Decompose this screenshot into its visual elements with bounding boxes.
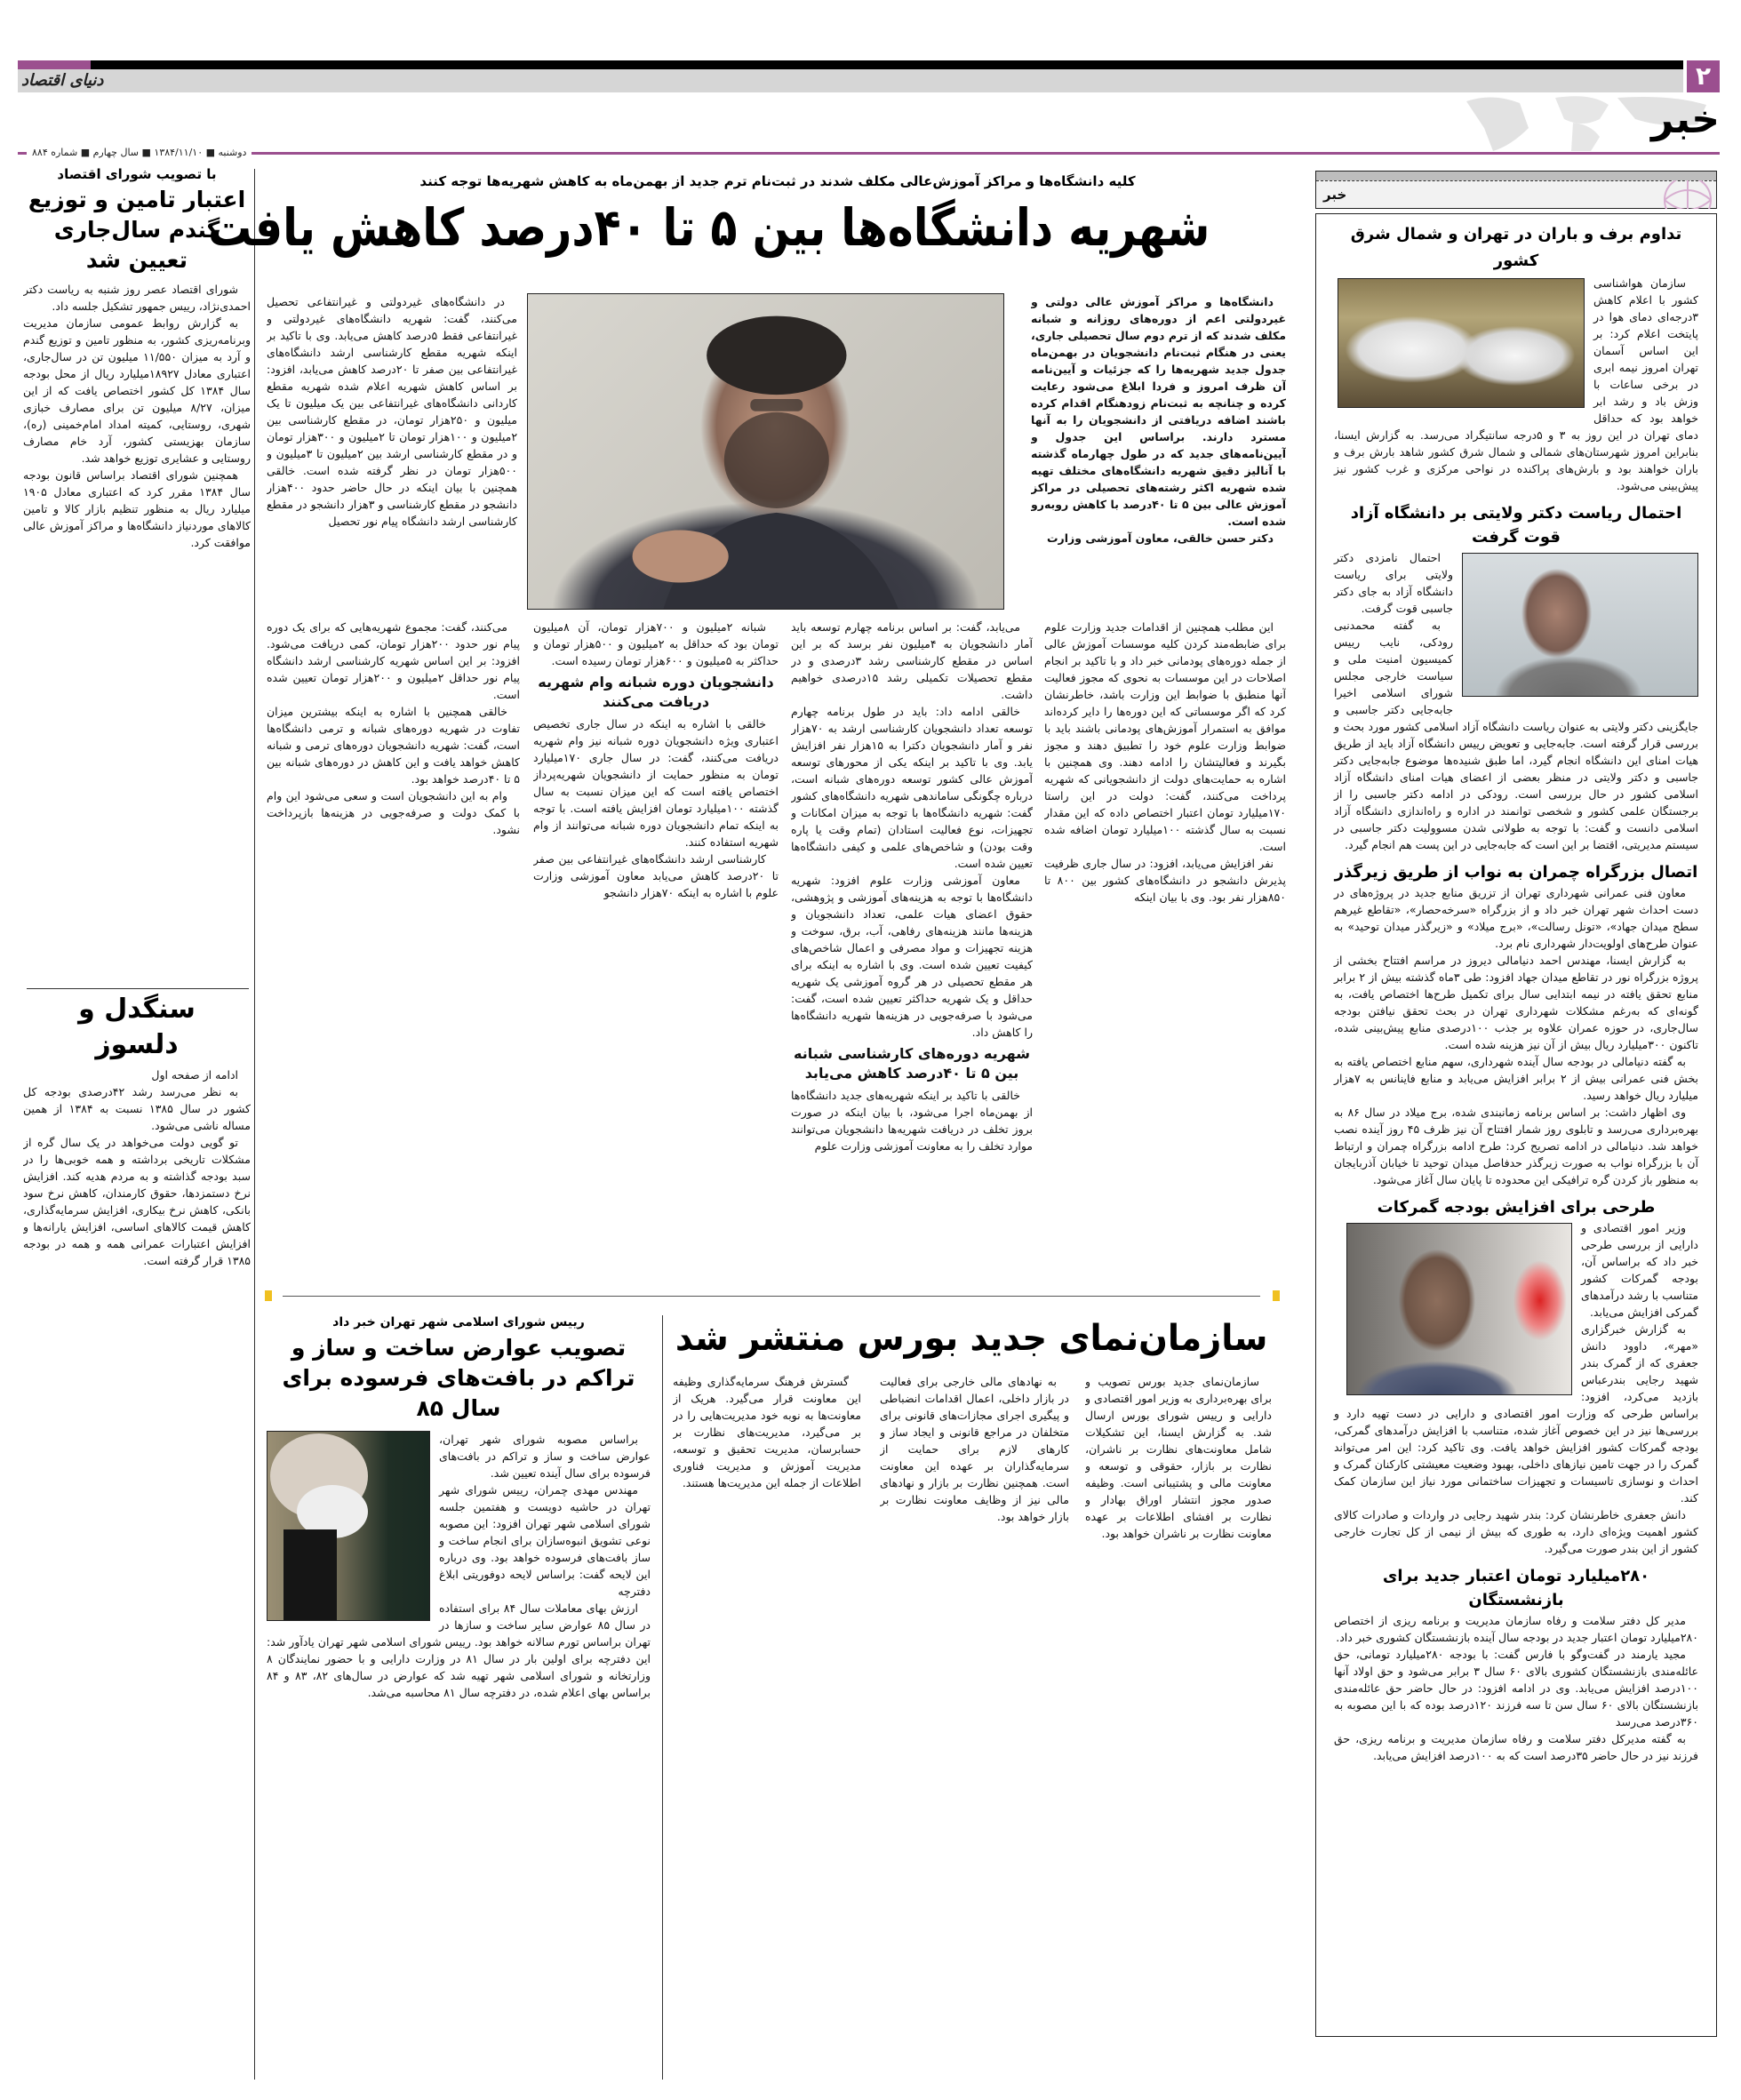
left-story-body	[23, 281, 251, 551]
paragraph: به نظر می‌رسد رشد ۴۲درصدی بودجه کل کشور در سال ۱۳۸۵ نسبت به ۱۳۸۴ از همین مساله ناشی می‌شود.	[23, 1085, 251, 1132]
column-divider	[254, 169, 255, 2080]
sidebar-header	[1315, 171, 1717, 209]
paragraph: سازمان هواشناسی کشور با اعلام کاهش ۳درجه‌ای دمای هوا در پایتخت اعلام کرد: بر این اساس آسمان تهران امروز نیمه ابری در برخی ساعات با وزش باد و رشد ابر خواهد بود که حداقل دمای تهران در این روز به ۳ و ۵درجه سانتیگراد می‌رسد. به گزارش ایسنا، بنابراین امروز شهرستان‌های شمالی و شمال شرق کشور شاهد بارش برف و باران خواهند بود و بارش‌های پراکنده در نواحی مرکزی و غرب کشور نیز پیش‌بینی می‌شود.	[1334, 276, 1698, 492]
paragraph: خالقی همچنین با اشاره به اینکه بیشترین میزان تفاوت در شهریه دوره‌های شبانه و ترمی دانشگاه‌ها است، گفت: شهریه دانشجویان دوره‌های ترمی و شبانه کاهش خواهد یافت و این کاهش در دوره‌های شبانه بین ۵ تا ۴۰درصد خواهد بود.	[267, 705, 520, 786]
left-story-2-body	[23, 1066, 251, 1269]
paragraph: کارشناسی ارشد دانشگاه‌های غیرانتفاعی بین صفر تا ۲۰درصد کاهش می‌یابد معاون آموزشی وزارت علوم با اشاره به اینکه ۷۰هزار دانشجو	[533, 852, 779, 899]
paragraph: دانشگاه‌ها و مراکز آموزش عالی دولتی و غیردولتی اعم از دوره‌های روزانه و شبانه مکلف شدند که از ترم دوم سال تحصیلی جاری، یعنی در هنگام ثبت‌نام دانشجویان در بهمن‌ماه جدول جدید شهریه‌ها را که جزئیات و آیین‌نامه آن ظرف امروز و فردا ابلاغ می‌شود رعایت کرده و چنانچه به ثبت‌نام زودهنگام اقدام کرده باشند اضافه دریافتی از دانشجویان را به آنها مسترد دارند. براساس این جدول و آیین‌نامه‌های جدید که در طول چهارماه گذشته با آنالیز دقیق شهریه دانشگاه‌های مختلف تهیه شده شهریه اکثر رشته‌های تحصیلی در مراکز آموزش عالی بین ۵ تا ۴۰درصد با کاهش روبه‌رو شده است.	[1031, 295, 1286, 528]
lead-tail	[1031, 530, 1286, 547]
dateline: دوشنبه ■ ۱۳۸۴/۱۱/۱۰ ■ سال چهارم ■ شماره ۸۸۴	[27, 145, 252, 161]
paragraph: به نهادهای مالی خارجی برای فعالیت در بازار داخلی، اعمال اقدامات انضباطی و پیگیری اجرای مجازات‌های قانونی برای متخلفان در مراجع قانونی و ایجاد ساز و کارهای لازم برای حمایت از سرمایه‌گذاران بر عهده این معاونت است. همچنین نظارت بر بازار و نهادهای مالی نیز از وظایف معاونت نظارت بر بازار خواهد بود.	[880, 1375, 1069, 1523]
velayati-photo	[1462, 553, 1698, 697]
section-marker	[1273, 1290, 1280, 1301]
paragraph: سازمان‌نمای جدید بورس تصویب و برای بهره‌برداری به وزیر امور اقتصادی و دارایی و رییس شورای بورس ارسال شد. به گزارش ایسنا، این تشکیلات شامل معاونت‌های نظارت بر ناشران، نظارت بر بازار، حقوقی و توسعه و معاونت مالی و پشتیبانی است. وظیفه صدور مجوز انتشار اوراق بهادار و نظارت بر افشای اطلاعات بر عهده معاونت نظارت بر ناشران خواهد بود.	[1085, 1375, 1272, 1540]
paragraph: ارزش بهای معاملات سال ۸۴ برای استفاده در سال ۸۵ عوارض سایر ساخت و سازها در تهران براساس تورم سالانه خواهد بود. رییس شورای اسلامی شهر تهران یادآور شد: این دفترچه برای اولین بار در سال ۸۱ در وزارت دارایی و با حضور نمایندگان ۸ وزارتخانه و شورای اسلامی شهر تهیه شد که عوارض در سال‌های ۸۲، ۸۳ و ۸۴ براساس بهای اعلام شده، در دفترچه سال ۸۱ محاسبه می‌شد.	[267, 1601, 651, 1699]
paragraph: به گزارش ایسنا، مهندس احمد دنیامالی دیروز در مراسم افتتاح بخشی از پروژه بزرگراه نور در تقاطع میدان جهاد افزود: طی ۳ماه گذشته بیش از ۲ برابر منابع تحقق یافته در نیمه ابتدایی سال برای تکمیل طرح‌ها اختصاص یافت، به گونه‌ای که به‌رغم مشکلات شهرداری تهران در بحث تحقق نیافتن بودجه سال‌جاری، در حوزه عمران علاوه بر جذب ۱۰۰درصدی منابع پیش‌بینی شده، تاکنون ۳۰۰میلیارد ریال بیش از آن نیز هزینه شده است.	[1334, 954, 1699, 1051]
portrait-silhouette-icon	[528, 294, 1004, 610]
paragraph: تو گویی دولت می‌خواهد در یک سال گره از مشکلات تاریخی برداشته و همه خوبی‌ها را در سبد بودجه گذاشته و به مردم هدیه کند. افزایش نرخ دستمزدها، حقوق کارمندان، کاهش نرخ سود بانکی، کاهش نرخ بیکاری، افزایش سرمایه‌گذاری، کاهش قیمت کالاهای اساسی، افزایش یارانه‌ها و افزایش اعتبارات عمرانی همه و همه در بودجه ۱۳۸۵ قرار گرفته است.	[23, 1136, 251, 1267]
council-headline: تصویب عوارض ساخت و ساز و تراکم در بافت‌های فرسوده برای سال ۸۵	[282, 1335, 635, 1421]
story-headline: طرحی برای افزایش بودجه گمرکات	[1377, 1198, 1656, 1217]
paragraph: به گفته مدیرکل دفتر سلامت و رفاه سازمان مدیریت و برنامه ریزی، حق فرزند نیز در حال حاضر ۳۵درصد است که به ۱۰۰درصد افزایش می‌یابد.	[1334, 1732, 1698, 1762]
customs-photo	[1346, 1223, 1572, 1395]
left-headline: اعتبار تامین و توزیع گندم سال‌جاری تعیین شد	[28, 187, 246, 273]
paragraph: می‌یابد، گفت: بر اساس برنامه چهارم توسعه باید آمار دانشجویان به ۴میلیون نفر برسد که بر این اساس در مقطع کارشناسی رشد ۳درصدی و در مقطع تحصیلات تکمیلی رشد ۱۵درصدی خواهیم داشت.	[791, 620, 1033, 701]
lead-paragraphs	[1031, 293, 1286, 530]
paragraph: شبانه ۲میلیون و ۷۰۰هزار تومان، آن ۸میلیون تومان بود که حداقل به ۲میلیون و ۵۰۰هزار تومان و حداکثر به ۵میلیون و ۶۰۰هزار تومان رسیده است.	[533, 620, 779, 667]
paragraph: به گفته محمدنبی رودکی، نایب رییس کمیسیون امنیت ملی و سیاست خارجی مجلس شورای اسلامی اخیرا جابه‌جایی دکتر جاسبی و جایگزینی دکتر ولایتی به عنوان ریاست دانشگاه آزاد اسلامی کشور مورد بحث و بررسی قرار گرفته است. جابه‌جایی و تعویض رییس دانشگاه آزاد باید از طریق هیات امنای این دانشگاه انجام گیرد، اما طبق شنیده‌ها موضوع جابه‌جایی دکتر جاسبی و دکتر ولایتی در منظر بعضی از اعضای هیات امنای دانشگاه آزاد اسلامی کشور در حال بررسی است. رودکی در ادامه دکتر جاسبی را از برجستگان علمی کشور و شخصی توانمند در اداره و راه‌اندازی دانشگاه آزاد اسلامی دانست و گفت: با توجه به طولانی شدن مسوولیت دکتر جاسبی در سیستم مدیریتی، اقتضا بر این است که جابه‌جایی در این پست هم انجام گیرد.	[1334, 619, 1698, 851]
paragraph: در دانشگاه‌های غیردولتی و غیرانتفاعی تحصیل می‌کنند، گفت: شهریه دانشگاه‌های غیردولتی و غیرانتفاعی فقط ۵درصد کاهش می‌یابد. وی با تاکید بر اینکه شهریه مقطع کارشناسی ارشد دانشگاه‌های غیرانتفاعی بین صفر تا ۲۰درصد کاهش می‌یابد، افزود: بر اساس کاهش شهریه اعلام شده شهریه مقطع کاردانی دانشگاه‌های غیرانتفاعی بین یک میلیون تا یک میلیون و ۲۵۰هزار تومان، در مقطع کارشناسی بین ۲میلیون و ۱۰۰هزار تومان تا ۲میلیون و ۳۰۰هزار تومان و در مقطع کارشناسی ارشد بین ۲میلیون تا ۳میلیون و ۵۰۰هزار تومان در نظر گرفته شده است. خالقی همچنین با بیان اینکه در حال حاضر حدود ۴۰۰هزار دانشجو در مقطع کارشناسی و ۳هزار دانشجو در مقطع کارشناسی ارشد دانشگاه پیام نور تحصیل	[267, 295, 517, 528]
paragraph: این مطلب همچنین از اقدامات جدید وزارت علوم برای ضابطه‌مند کردن کلیه موسسات آموزش عالی از جمله دوره‌های پودمانی خبر داد و با تاکید بر انجام اصلاحات در این موسسات به نحوی که مجوز فعالیت آنها منطبق با ضوابط این وزارت باشد، خاطرنشان کرد که اگر موسساتی که این دوره‌ها را دایر کرده‌اند موافق به استمرار آموزش‌های پودمانی باشند باید با ضوابط وزارت علوم خود را تطبیق دهند و مجوز بگیرند و فعالیتشان را ادامه دهند. وی همچنین با اشاره به حمایت‌های دولت از دانشجویانی که شهریه پرداخت می‌کنند، گفت: دولت در این راستا ۱۷۰میلیارد تومان اعتبار اختصاص داده که این مقدار نسبت به سال گذشته ۱۰۰میلیارد تومان اضافه شده است.	[1044, 620, 1286, 853]
paragraph: خالقی با اشاره به اینکه در سال جاری تخصیص اعتباری ویژه دانشجویان دوره شبانه نیز وام شهریه دریافت می‌کنند، گفت: در سال جاری ۱۷۰میلیارد تومان به منظور حمایت از دانشجویان شهریه‌پرداز اختصاص یافته است که این میزان نسبت به سال گذشته ۱۰۰میلیارد تومان افزایش یافته است. با توجه به اینکه تمام دانشجویان دوره شبانه می‌توانند از وام شهریه استفاده کنند.	[533, 717, 779, 849]
paragraph: وی اظهار داشت: بر اساس برنامه زمانبندی شده، برج میلاد در سال ۸۶ به بهره‌برداری می‌رسد و تابلوی روز شمار افتتاح آن نیز ظرف ۴۵ روز آینده نصب خواهد شد. دنیامالی در ادامه تصریح کرد: طرح ادامه بزرگراه چمران و ارتباط آن با بزرگراه نواب به صورت زیرگذر حدفاصل میدان توحید تا خیابان آذربایجان به منظور باز کردن گره ترافیکی این محدوده تا پایان سال آغاز می‌شود.	[1334, 1106, 1698, 1186]
subheading: دانشجویان دوره شبانه وام شهریه دریافت می‌کنند	[538, 674, 774, 710]
left-story-2	[23, 992, 251, 2080]
main-col-4	[267, 619, 520, 1281]
paragraph: براساس مصوبه شورای شهر تهران، عوارض ساخت و ساز و تراکم در بافت‌های فرسوده برای سال آینده تعیین شد.	[439, 1433, 651, 1480]
paragraph: می‌کنند، گفت: مجموع شهریه‌هایی که برای یک دوره پیام نور حدود ۲۰۰هزار تومان، کمی دریافت می‌شود. افزود: بر این اساس شهریه کارشناسی ارشد دانشگاه پیام نور حداقل ۲میلیون و ۲۰۰هزار تومان تعیین شده است.	[267, 620, 520, 701]
sidebar-story	[1334, 501, 1698, 853]
section-divider	[283, 1296, 1260, 1297]
header-rule	[18, 152, 1720, 155]
sidebar-box	[1315, 213, 1717, 2037]
sidebar-story	[1334, 1564, 1698, 1764]
paragraph: به گزارش روابط عمومی سازمان مدیریت وبرنامه‌ریزی کشور، به منظور تامین و توزیع گندم و آرد به میزان ۱۱/۵۵۰ میلیون تن در سال‌جاری، اعتباری معادل ۱۸۹۲۷میلیارد ریال از محل بودجه سال ۱۳۸۴ کل کشور اختصاص یافت که از این میزان، ۸/۲۷ میلیون تن برای مصارف خبازی شهری، روستایی، کمیته امداد امام‌خمینی (ره)، سازمان بهزیستی کشور، آرد خام مصارف روستایی و عشایری توزیع خواهد شد.	[23, 316, 251, 465]
story-headline: تداوم برف و باران در تهران و شمال شرق کشور	[1350, 225, 1682, 270]
paragraph: احتمال نامزدی دکتر ولایتی برای ریاست دانشگاه آزاد به جای دکتر جاسبی قوت گرفت.	[1334, 551, 1453, 615]
paragraph: دکتر حسن خالقی، معاون آموزشی وزارت	[1046, 531, 1274, 545]
paragraph: خالقی با تاکید بر اینکه شهریه‌های جدید دانشگاه‌ها از بهمن‌ماه اجرا می‌شود، با بیان اینکه در صورت بروز تخلف در دریافت شهریه‌ها دانشجویان می‌توانند موارد تخلف را به معاونت آموزشی وزارت علوم	[791, 1089, 1033, 1153]
sidebar-story	[1334, 860, 1698, 1188]
bourse-headline: سازمان‌نمای جدید بورس منتشر شد	[675, 1318, 1268, 1359]
story-headline: اتصال بزرگراه چمران به نواب از طریق زیرگذر	[1334, 863, 1698, 882]
story-headline: ۲۸۰میلیارد تومان اعتبار جدید برای بازنشستگان	[1382, 1567, 1650, 1609]
section-marker	[265, 1290, 272, 1301]
column-divider	[662, 1315, 663, 2080]
newspaper-logo: دنیای اقتصاد	[21, 71, 104, 90]
main-col-1	[1044, 619, 1286, 1281]
portrait-silhouette-icon	[267, 1432, 429, 1621]
main-headline: شهریه دانشگاه‌ها بین ۵ تا ۴۰درصد کاهش یافت	[207, 197, 1210, 258]
sidebar-header-label: خبر	[1323, 187, 1347, 203]
paragraph: ادامه از صفحه اول	[151, 1068, 238, 1082]
paragraph: همچنین شورای اقتصاد براساس قانون بودجه سال ۱۳۸۴ مقرر کرد که اعتباری معادل ۱۹۰۵ میلیارد ریال به منظور تنظیم بازار کالا و تامین کالاهای موردنیاز دانشگاه‌ها و مراکز آموزش عالی موافقت کرد.	[23, 468, 251, 549]
paragraph: گسترش فرهنگ سرمایه‌گذاری وظیفه این معاونت قرار می‌گیرد. هریک از معاونت‌ها به نوبه خود مدیریت‌هایی را در بر می‌گیرد، مدیریت‌های نظارت بر حسابرسان، مدیریت تحقیق و توسعه، مدیریت آموزش و مدیریت فناوری اطلاعات از جمله این مدیریت‌ها هستند.	[673, 1375, 861, 1489]
council-photo	[267, 1431, 430, 1621]
story-body	[1334, 1612, 1698, 1764]
left-story	[23, 164, 251, 985]
main-col-3	[533, 619, 779, 1281]
left-headline-2: سنگدل و دلسوز	[78, 994, 196, 1060]
main-col-2	[791, 619, 1033, 1281]
main-col-top-left	[267, 293, 517, 613]
council-story	[267, 1312, 651, 2080]
bourse-col-1	[1085, 1373, 1272, 2080]
paragraph: خالقی ادامه داد: باید در طول برنامه چهارم توسعه تعداد دانشجویان کارشناسی ارشد به ۷۰هزار نفر و آمار دانشجویان دکترا به ۱۵هزار نفر افزایش یابد. وی با تاکید بر اینکه یکی از محورهای توسعه آموزش عالی کشور توسعه دوره‌های شبانه است، درباره چگونگی ساماندهی شهریه دانشگاه‌های کشور گفت: شهریه دانشگاه‌ها با توجه به میزان امکانات و تجهیزات، نوع فعالیت استادان (تمام وقت یا پاره وقت بودن) و شاخص‌های علمی و کیفی دانشگاه‌ها تعیین شده است.	[791, 705, 1033, 870]
left-story-divider	[27, 988, 249, 989]
page-number: ۲	[1695, 61, 1712, 91]
main-lead	[1031, 293, 1286, 613]
paragraph: به گفته دنیامالی در بودجه سال آینده شهرداری، سهم منابع اختصاص یافته به بخش فنی عمرانی بیش از ۲ برابر افزایش می‌یابد و منابع فاینانس به ۷هزار میلیارد ریال خواهد رسید.	[1334, 1055, 1698, 1102]
paragraph: معاون فنی عمرانی شهرداری تهران از تزریق منابع جدید در پروژه‌های در دست احداث شهر تهران خبر داد و از بزرگراه «سرخه‌حصار»، «تقاطع غیرهم سطح میدان جهاد»، «تونل رسالت»، «برج میلاد» و «زیرگذر میدان توحید» به عنوان طرح‌های اولویت‌دار شهرداری نام برد.	[1334, 886, 1698, 950]
paragraph: شورای اقتصاد عصر روز شنبه به ریاست دکتر احمدی‌نژاد، رییس جمهور تشکیل جلسه داد.	[23, 283, 251, 313]
paragraph: وزیر امور اقتصادی و دارایی از بررسی طرحی خبر داد که براساس آن، بودجه گمرکات کشور متناسب با رشد درآمدهای گمرکی افزایش می‌یابد.	[1581, 1221, 1698, 1319]
bourse-col-3	[673, 1373, 861, 2080]
paragraph: معاون آموزشی وزارت علوم افزود: شهریه دانشگاه‌ها با توجه به هزینه‌های آموزشی و پژوهشی، حقوق اعضای هیات علمی، تعداد دانشجویان و هزینه‌ها مانند هزینه‌های رفاهی، آب، برق، سوخت و هزینه تجهیزات و مواد مصرفی و اعمال شاخص‌های کیفیت تعیین شده است. وی با اشاره به اینکه برای هر مقطع تحصیلی در هر گروه آموزشی یک شهریه حداقل و یک شهریه حداکثر تعیین شده است، گفت: می‌شود با صرفه‌جویی در هزینه‌ها شهریه دانشگاه‌ها را کاهش داد.	[791, 874, 1033, 1039]
council-kicker: رییس شورای اسلامی شهر تهران خبر داد	[332, 1315, 585, 1329]
header-band	[18, 69, 1683, 92]
subheading: شهریه دوره‌های کارشناسی شبانه بین ۵ تا ۴۰درصد کاهش می‌یابد	[794, 1045, 1030, 1082]
paragraph: مجید یارمند در گفت‌وگو با فارس گفت: با بودجه ۲۸۰میلیارد تومانی، حق عائله‌مندی بازنشستگان کشوری بالای ۶۰ سال ۳ برابر می‌شود و حق اولاد آنها ۱۰۰درصد افزایش می‌یابد. وی در ادامه افزود: در حال حاضر حق عائله‌مندی بازنشستگان بالای ۶۰ سال سن تا سه فرزند ۱۲۰درصد بوده که با این مصوبه به ۳۶۰درصد می‌رسد	[1334, 1648, 1698, 1729]
main-heading-block	[207, 171, 1289, 290]
page-number-box	[1687, 60, 1720, 92]
paragraph: مدیر کل دفتر سلامت و رفاه سازمان مدیریت و برنامه ریزی از اختصاص ۲۸۰میلیارد تومان اعتبار جدید در بودجه سال آینده بازنشستگان کشوری خبر داد.	[1334, 1614, 1698, 1644]
section-title: خبر	[1650, 97, 1720, 142]
snow-photo	[1338, 278, 1585, 408]
header-black-bar	[91, 60, 1683, 69]
story-body	[1334, 884, 1698, 1188]
sidebar-story	[1334, 221, 1698, 494]
story-headline: احتمال ریاست دکتر ولایتی بر دانشگاه آزاد قوت گرفت	[1350, 504, 1682, 547]
paragraph: وام به این دانشجویان است و سعی می‌شود این وام با کمک دولت و صرفه‌جویی در هزینه‌ها بازپرداخت نشود.	[267, 789, 520, 836]
header-accent-block	[18, 60, 91, 69]
bourse-col-2	[880, 1373, 1069, 2080]
left-kicker: با تصویب شورای اقتصاد	[57, 166, 217, 182]
sidebar-story	[1334, 1195, 1698, 1557]
globe-icon	[1652, 180, 1714, 209]
main-kicker: کلیه دانشگاه‌ها و مراکز آموزش‌عالی مکلف شدند در ثبت‌نام ترم جدید از بهمن‌ماه به کاهش شهریه‌ها توجه کنند	[419, 173, 1136, 189]
paragraph: نفر افزایش می‌یابد، افزود: در سال جاری ظرفیت پذیرش دانشجو در دانشگاه‌های کشور بین ۸۰۰ تا ۸۵۰هزار نفر بود. وی با بیان اینکه	[1044, 857, 1286, 904]
paragraph: مهندس مهدی چمران، رییس شورای شهر تهران در حاشیه دویست و هفتمین جلسه شورای اسلامی شهر تهران افزود: این مصوبه نوعی تشویق انبوه‌سازان برای انجام ساخت و ساز بافت‌های فرسوده خواهد بود. وی درباره این لایحه گفت: براساس لایحه دوفوریتی ابلاغ دفترچه	[439, 1483, 651, 1598]
main-photo	[527, 293, 1004, 610]
paragraph: دانش جعفری خاطرنشان کرد: بندر شهید رجایی در واردات و صادرات کالای کشور اهمیت ویژه‌ای دارد، به طوری که بیش از نیمی از کل تجارت خارجی کشور از این بندر صورت می‌گیرد.	[1334, 1508, 1698, 1555]
paragraph: به گزارش خبرگزاری «مهر»، داوود دانش جعفری که از گمرک بندر شهید رجایی بندرعباس بازدید می‌کرد، افزود: براساس طرحی که وزارت امور اقتصادی و دارایی در دست تهیه دارد و بررسی‌ها نیز در این خصوص آغاز شده، متناسب با افزایش درآمدهای گمرکی، بودجه گمرکات کشور افزایش خواهد یافت. وی تاکید کرد: این امر می‌تواند گمرک را در جهت تامین نیازهای داخلی، بهبود وضعیت معیشتی کارکنان گمرک و احداث و نوسازی تاسیسات و تجهیزات ساختمانی مورد نیاز این سازمان کمک کند.	[1334, 1322, 1698, 1505]
